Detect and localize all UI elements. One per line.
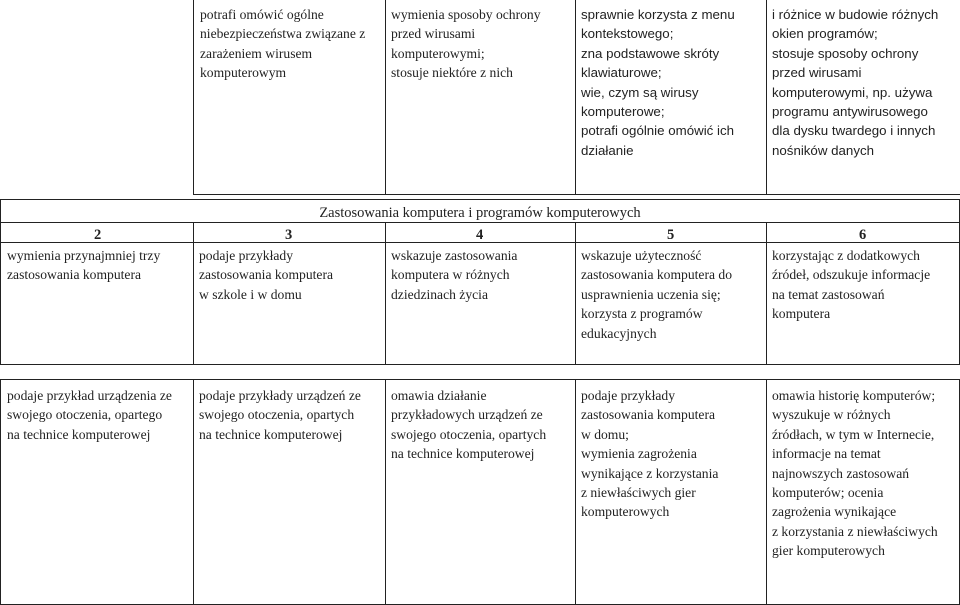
top-cell-col2: potrafi omówić ogólne niebezpieczeństwa związane z zarażeniem wirusem komputerowym [200,7,366,81]
grid-line [0,379,960,380]
grid-line [0,379,1,605]
column-number-5: 5 [667,227,675,243]
grid-line [0,222,960,223]
grid-line [0,199,1,365]
middle-cell-col5: wskazuje użyteczność zastosowania komputera do usprawnienia uczenia się; korzysta z programów edukacyjnych [581,248,732,341]
grid-line [385,0,386,194]
column-number-6: 6 [859,227,867,243]
grid-line [385,379,386,605]
grid-line [575,379,576,605]
grid-line [766,222,767,365]
grid-line [193,222,194,365]
bottom-cell-col6: omawia historię komputerów; wyszukuje w różnych źródłach, w tym w Internecie, informacje na temat najnowszych zastosowań komputerów; ocenia zagrożenia wynikające z korzystania z niewłaściwych gier komputerowych [772,388,938,559]
column-number-4: 4 [476,227,484,243]
middle-cell-col6: korzystając z dodatkowych źródeł, odszukuje informacje na temat zastosowań komputera [772,248,931,322]
grid-line [0,364,960,365]
middle-cell-col2: wymienia przynajmniej trzy zastosowania komputera [7,248,161,283]
column-number-2: 2 [94,227,102,243]
grid-line [575,222,576,365]
middle-cell-col3: podaje przykłady zastosowania komputera w szkole i w domu [199,248,334,302]
bottom-cell-col2: podaje przykład urządzenia ze swojego otoczenia, opartego na technice komputerowej [7,388,172,442]
bottom-cell-col5: podaje przykłady zastosowania komputera w domu; wymienia zagrożenia wynikające z korzystania z niewłaściwych gier komputerowych [581,388,719,520]
middle-cell-col4: wskazuje zastosowania komputera w różnych dziedzinach życia [391,248,518,302]
grid-line [193,0,194,194]
grid-line [575,0,576,194]
grid-line [385,222,386,365]
grid-line [0,199,960,200]
top-cell-col3: wymienia sposoby ochrony przed wirusami komputerowymi; stosuje niektóre z nich [391,7,541,81]
top-cell-col4: sprawnie korzysta z menu kontekstowego; zna podstawowe skróty klawiaturowe; wie, czym są wirusy komputerowe; potrafi ogólnie omówić ich działanie [581,7,735,158]
section-title: Zastosowania komputera i programów komputerowych [319,205,641,221]
grid-line [766,379,767,605]
column-number-3: 3 [285,227,293,243]
grid-line [193,194,960,195]
grid-line [766,0,767,194]
bottom-cell-col4: omawia działanie przykładowych urządzeń ze swojego otoczenia, opartych na technice komputerowej [391,388,547,462]
grid-line [193,379,194,605]
bottom-cell-col3: podaje przykłady urządzeń ze swojego otoczenia, opartych na technice komputerowej [199,388,361,442]
top-cell-col5: i różnice w budowie różnych okien programów; stosuje sposoby ochrony przed wirusami komputerowymi, np. używa programu antywirusowego dla dysku twardego i innych nośników danych [772,7,939,158]
